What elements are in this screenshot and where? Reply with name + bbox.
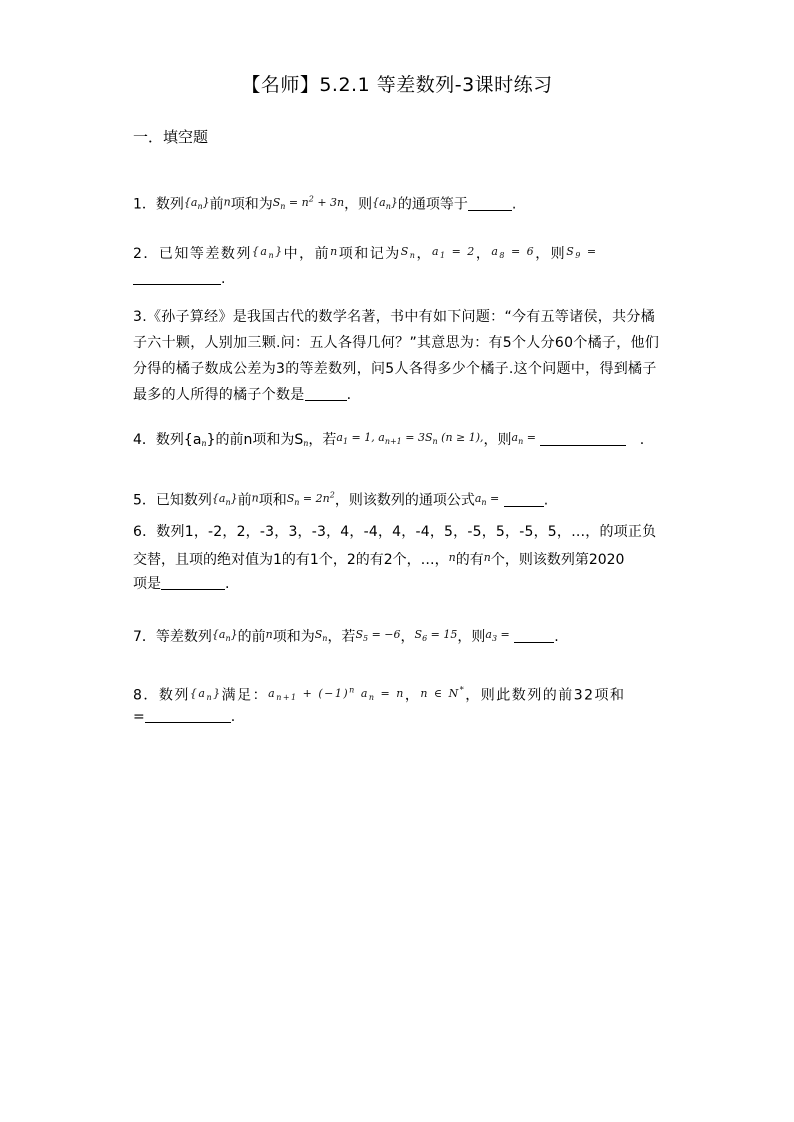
formula-an-eq: an = [511,431,536,447]
formula-a1: a1 = 2 [431,245,476,261]
formula-sn: Sn = n2 + 3n [272,194,345,211]
question-4: 4．数列{an}的前n项和为Sn，若$^{a_1 = 1, a_{n+1} = 3S_n (n \ge 1),}$，则$^{a_n =}$ . [133,431,645,448]
answer-blank[interactable] [161,575,225,590]
formula-sn: Sn [400,245,417,261]
question-3: 3.《孙子算经》是我国古代的数学名著，书中有如下问题：“今有五等诸侯，共分橘子六十颗，人别加三颗.问：五人各得几何？”其意思为：有5个人分60个橘子，他们分得的橘子数成公差为3的等差数列，问5人各得多少个橘子.这个问题中，得到橘子最多的人所得的橘子个数是 . [133,309,660,403]
formula-an: {an} [251,245,284,261]
formula-s6: S6 = 15 [414,628,458,644]
formula-domain: n ∈ N* [420,685,466,700]
answer-blank[interactable] [145,708,231,723]
formula-n: n [448,551,456,564]
answer-blank[interactable] [540,431,626,446]
subscript-n: n [303,439,309,448]
formula-sn: Sn [314,628,328,644]
formula-n: n [251,491,259,505]
formula-an: {an} [189,686,222,702]
question-1: 1．数列$^{\{a_n\}}$前$^n$项和为$^{S_n = n^2 + 3n}$，则$^{\{a_n\}}$的通项等于 . [133,194,517,213]
formula-n: n [483,551,491,564]
formula-n: n [265,628,273,641]
question-6-line3: 项是 . [133,576,230,592]
answer-blank[interactable] [305,386,347,401]
question-5: 5．已知数列$^{\{a_n\}}$前$^n$项和$^{S_n = 2n^2}$，则该数列的通项公式$^{a_n =}$ . [133,490,549,509]
formula-an: {an} [372,195,398,211]
question-8-line2: = . [133,709,236,725]
formula-s9: S9 = [566,245,598,261]
answer-blank[interactable] [514,628,554,643]
formula-s5: S5 = −6 [355,628,401,644]
formula-sn: Sn = 2n2 [286,490,335,507]
page-title: 【名师】5.2.1 等差数列-3课时练习 [241,74,553,96]
formula-n: n [223,195,231,209]
formula-an: {an} [183,195,210,211]
question-6: 6．数列1，-2，2，-3，3，-3，4，-4，4，-4，5，-5，5，-5，5，…，的项正负 [133,524,657,540]
answer-blank[interactable] [468,196,512,211]
formula-n: n [330,245,339,258]
question-2-line2: . [133,266,663,292]
formula-recurrence: an+1 + (−1)n an = n [268,685,405,702]
question-2: 2．已知等差数列$^{\{a_n\}}$中，前$^n$项和记为$^{S_n}$，$^{a_1 = 2}$，$^{a_8 = 6}$，则$^{S_9 =}$ [133,245,598,262]
formula-an: {an} [211,491,238,507]
formula-a3: a3 = [485,628,510,644]
subscript-n: n [201,439,207,448]
answer-blank[interactable] [504,492,544,507]
answer-blank[interactable] [133,270,221,285]
formula-an: {an} [211,628,238,644]
section-heading: 一．填空题 [133,128,209,146]
formula-a8: a8 = 6 [491,245,536,261]
question-7: 7．等差数列$^{\{a_n\}}$的前$^n$项和为$^{S_n}$，若$^{S_5 = -6}$，$^{S_6 = 15}$，则$^{a_3 =}$ . [133,628,559,645]
formula-an-eq: an = [474,491,500,507]
formula-recurrence: a1 = 1, an+1 = 3Sn (n ≥ 1), [336,431,484,447]
question-6-line2: 交替，且项的绝对值为1的有1个，2的有2个，…，$^n$的有$^n$个，则该数列第2020 [133,551,625,568]
question-8: 8．数列$^{\{a_n\}}$满足：$^{a_{n+1} + (-1)^n a_n = n}$，$^{n \in N^*}$，则此数列的前32项和 [133,685,626,704]
